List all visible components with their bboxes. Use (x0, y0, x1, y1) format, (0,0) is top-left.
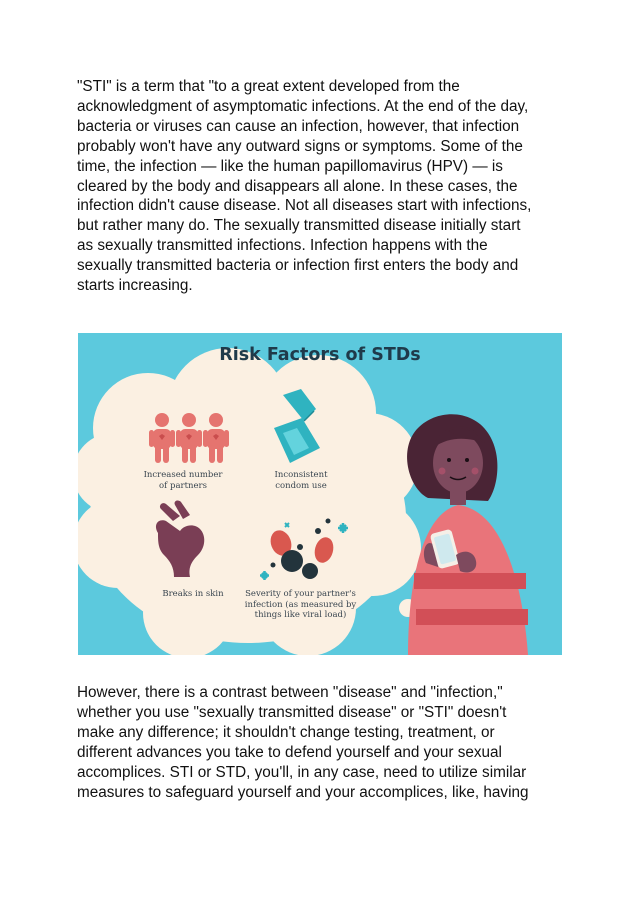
label-skin (148, 589, 238, 600)
label-line: Inconsistent (274, 470, 328, 480)
text-line: accomplices. STI or STD, you'll, in any case, need to utilize similar (77, 763, 527, 781)
infographic-title: Risk Factors of STDs (219, 345, 421, 365)
text-line: but rather many do. The sexually transmitted disease initially start (77, 217, 521, 235)
text-line: different advances you take to defend yourself and your sexual (77, 743, 502, 761)
label-line: condom use (275, 480, 327, 491)
label-line: Breaks in skin (162, 589, 224, 599)
label-line: things like viral load) (254, 610, 347, 620)
label-line: infection (as measured by (244, 599, 357, 610)
text-line: starts increasing. (77, 277, 193, 295)
text-line: whether you use "sexually transmitted disease" or "STI" doesn't (77, 703, 507, 721)
risk-factors-infographic (78, 333, 562, 655)
label-line: of partners (159, 480, 207, 491)
paragraph-intro (77, 77, 567, 296)
text-line: bacteria or viruses can cause an infection, however, that infection (77, 117, 520, 135)
label-line: Increased number (143, 470, 223, 480)
text-line: acknowledgment of asymptomatic infections. At the end of the day, (77, 97, 529, 115)
label-partners (138, 470, 228, 491)
label-severity (238, 589, 363, 621)
text-line: infection didn't cause disease. Not all diseases start with infections, (77, 197, 532, 215)
text-line: measures to safeguard yourself and your accomplices, like, having (77, 783, 529, 801)
text-line: make any difference; it shouldn't change testing, treatment, or (77, 723, 495, 741)
paragraph-contrast (77, 683, 567, 802)
text-line: However, there is a contrast between "disease" and "infection," (77, 684, 503, 701)
text-line: probably won't have any outward signs or symptoms. Some of the (77, 137, 523, 155)
woman-illustration (407, 414, 528, 655)
label-condom (251, 470, 351, 491)
text-line: "STI" is a term that "to a great extent developed from the (77, 78, 460, 95)
text-line: time, the infection — like the human papillomavirus (HPV) — is (77, 157, 503, 175)
text-line: sexually transmitted bacteria or infection first enters the body and (77, 257, 519, 275)
label-line: Severity of your partner's (245, 589, 356, 599)
text-line: as sexually transmitted infections. Infection happens with the (77, 237, 488, 255)
text-line: cleared by the body and disappears all alone. In these cases, the (77, 177, 518, 195)
